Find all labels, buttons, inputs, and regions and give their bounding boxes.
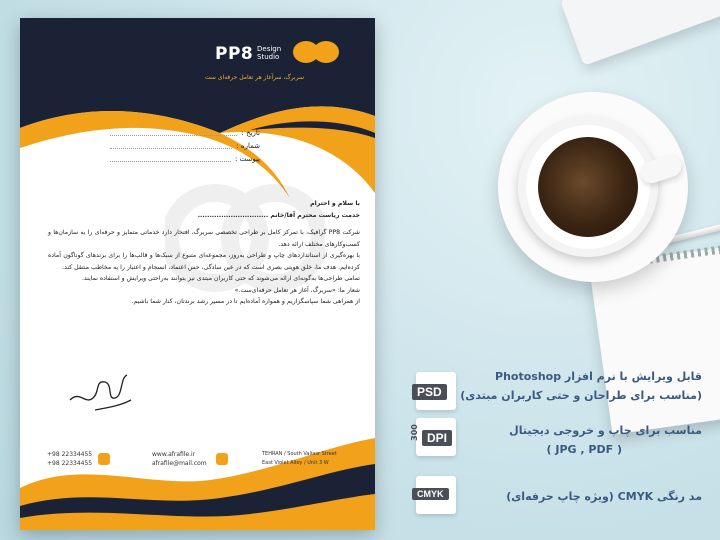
signature bbox=[65, 370, 135, 415]
letter-body bbox=[48, 198, 360, 308]
feature-title: قابل ویرایش با نرم افزار Photoshop bbox=[495, 370, 702, 383]
feature-cmyk bbox=[506, 490, 702, 503]
psd-badge bbox=[408, 372, 456, 412]
brand-subtitle bbox=[257, 45, 281, 61]
number-row bbox=[110, 139, 260, 152]
feature-subtitle: ( JPG , PDF ) bbox=[546, 443, 622, 456]
feature-subtitle: (مناسب برای طراحان و حتی کاربران مبتدی) bbox=[460, 389, 702, 402]
contact-phones bbox=[47, 450, 92, 468]
brand-name: PP8 bbox=[215, 44, 254, 64]
brand-tagline: سربرگ، سرآغاز هر تعامل حرفه‌ای ست bbox=[205, 74, 305, 81]
paragraph: از همراهی شما سپاسگزاریم و همواره آماده‌ایم تا در مسیر رشد برندتان، کنار شما باشیم. bbox=[131, 298, 360, 305]
paragraph: شعار ما: «سربرگ، آغاز هر تعامل حرفه‌ای‌ست.» bbox=[234, 286, 360, 294]
feature-print bbox=[509, 424, 702, 456]
coffee bbox=[538, 137, 638, 237]
feature-title: مد رنگی CMYK (ویژه چاپ حرفه‌ای) bbox=[506, 490, 702, 503]
dpi-badge bbox=[408, 418, 456, 458]
email: afrafile@mail.com bbox=[152, 460, 207, 467]
badge-label: CMYK bbox=[412, 488, 449, 500]
brand-logo bbox=[205, 40, 345, 90]
phone-1: +98 22334455 bbox=[47, 451, 93, 458]
badge-label: DPI bbox=[422, 430, 452, 446]
phone-2: +98 22334455 bbox=[47, 460, 93, 467]
brand-sub-line-2: Studio bbox=[257, 53, 280, 61]
greeting: با سلام و احترام bbox=[310, 200, 360, 207]
cmyk-badge bbox=[408, 476, 456, 516]
paragraph: با بهره‌گیری از استانداردهای چاپ و طراحی به‌روز، مجموعه‌ای متنوع از سبک‌ها و قالب‌ها را برای برندهای گوناگون آماده کرده‌ایم. هدف ما، خلق هویتی بصری است که در عین سادگی، حس اعتماد، انسجام و اعتبار را به مخاطب منتقل کند. bbox=[48, 252, 360, 271]
paragraph: تمامی طراحی‌ها به‌گونه‌ای ارائه می‌شوند که حتی کاربران مبتدی نیز بتوانند به‌راحتی ویرایش و استفاده نمایند. bbox=[81, 275, 360, 282]
contact-address bbox=[262, 450, 337, 468]
badge-label: PSD bbox=[412, 384, 447, 400]
contact-web bbox=[152, 450, 207, 468]
badge-side-label: 300 bbox=[409, 424, 419, 441]
date-label: تاریخ : bbox=[241, 128, 260, 137]
number-label: شماره : bbox=[236, 141, 260, 150]
attachment-row bbox=[110, 152, 260, 165]
date-row bbox=[110, 126, 260, 139]
phone-icon bbox=[98, 453, 110, 465]
addressee: خدمت ریاست محترم آقا/خانم .............................. bbox=[197, 211, 360, 219]
website: www.afrafile.ir bbox=[152, 451, 196, 458]
attachment-label: پیوست : bbox=[235, 154, 260, 163]
address-line-2: East Violet Alley / Unit 3 W bbox=[262, 460, 329, 466]
feature-photoshop bbox=[460, 370, 702, 402]
letter-meta bbox=[110, 126, 260, 165]
paragraph: شرکت PP8 گرافیک، با تمرکز کامل بر طراحی تخصصی سربرگ، افتخار دارد خدماتی متمایز و حرفه‌ای را به سازمان‌ها و کسب‌وکارهای مختلف ارائه دهد. bbox=[48, 229, 360, 248]
feature-title: مناسب برای چاپ و خروجی دیجیتال bbox=[509, 424, 702, 437]
letterhead-paper bbox=[20, 18, 375, 530]
globe-icon bbox=[216, 453, 228, 465]
location-icon bbox=[340, 453, 352, 465]
brand-sub-line-1: Design bbox=[257, 45, 282, 53]
address-line-1: TEHRAN / South Valiasr Street bbox=[262, 451, 337, 457]
